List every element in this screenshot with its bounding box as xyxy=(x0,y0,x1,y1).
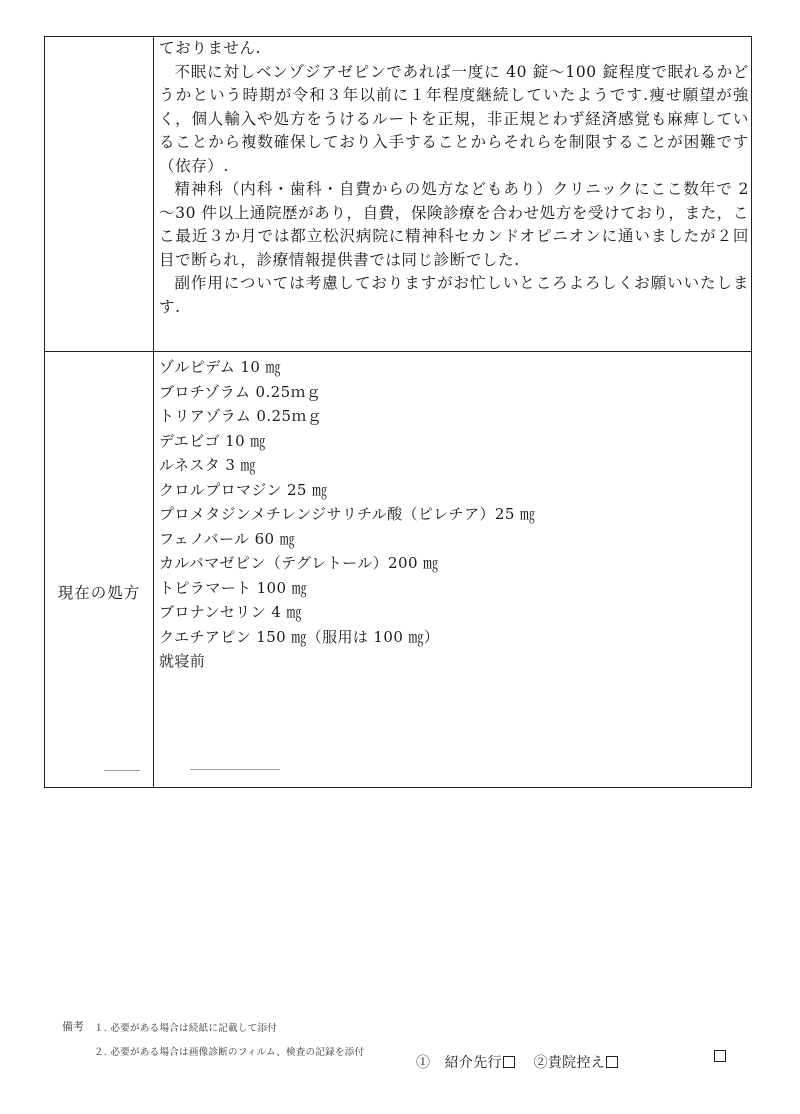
prescription-item: プロメタジンメチレンジサリチル酸（ピレチア）25 ㎎ xyxy=(159,505,536,523)
prescription-item: フェノバール 60 ㎎ xyxy=(159,529,296,548)
prescription-item: 就寝前 xyxy=(159,652,206,670)
note-line-2: ２. 必要がある場合は画像診断のフィルム、検査の記録を添付 xyxy=(94,1047,365,1058)
prescription-list xyxy=(159,355,749,674)
prescription-item: クロルプロマジン 25 ㎎ xyxy=(159,480,328,499)
prescription-label-cell xyxy=(45,353,153,787)
body-paragraph-1: ておりません. xyxy=(159,39,262,57)
checkbox-option-2[interactable] xyxy=(606,1056,618,1068)
prescription-item: ルネスタ 3 ㎎ xyxy=(159,456,256,474)
notes-label: 備考 xyxy=(62,1020,84,1033)
prescription-item: トリアゾラム 0.25ｍｇ xyxy=(159,407,323,425)
footer-option-2: ②貴院控え xyxy=(533,1055,606,1071)
column-divider xyxy=(153,37,154,787)
prescription-item: カルバマゼピン（テグレトール）200 ㎎ xyxy=(159,554,439,572)
referral-body-cell xyxy=(159,37,749,349)
row-divider xyxy=(45,351,751,352)
prescription-label: 現在の処方 xyxy=(57,584,141,602)
note-line-1: １. 必要がある場合は続紙に記載して添付 xyxy=(94,1023,278,1034)
prescription-item: トピラマート 100 ㎎ xyxy=(159,578,307,597)
prescription-item: ゾルピデム 10 ㎎ xyxy=(159,358,281,376)
prescription-item: デエビゴ 10 ㎎ xyxy=(159,431,266,450)
prescription-item: ブロチゾラム 0.25ｍｇ xyxy=(159,382,322,401)
scan-speck xyxy=(190,769,280,770)
footer-option-1: ① 紹介先行 xyxy=(416,1055,502,1071)
prescription-item: ブロナンセリン 4 ㎎ xyxy=(159,603,302,621)
referral-form-table xyxy=(44,36,752,788)
checkbox-option-1[interactable] xyxy=(503,1056,515,1068)
prescription-item: クエチアピン 150 ㎎（服用は 100 ㎎） xyxy=(159,627,440,646)
corner-checkbox[interactable] xyxy=(714,1050,726,1062)
scan-speck xyxy=(104,770,140,771)
body-paragraph-2: 不眠に対しベンゾジアゼピンであれば一度に 40 錠～100 錠程度で眠れるかどうかという時期が令和３年以前に１年程度継続していたようです.痩せ願望が強く，個人輸入や処方をうけるルートを正規，非正規とわず経済感覚も麻痺していることから複数確保しており入手することからそれらを制限することが困難です（依存）. xyxy=(159,62,749,175)
body-paragraph-4: 副作用については考慮しておりますがお忙しいところよろしくお願いいたします. xyxy=(159,274,749,316)
footer-options xyxy=(416,1052,618,1072)
body-paragraph-3: 精神科（内科・歯科・自費からの処方などもあり）クリニックにここ数年で 2～30 件以上通院歴があり，自費，保険診療を合わせ処方を受けており，また，ここ最近３か月では都立松沢病院に精神科セカンドオピニオンに通いましたが２回目で断られ，診療情報提供書では同じ診断でした. xyxy=(159,180,749,269)
